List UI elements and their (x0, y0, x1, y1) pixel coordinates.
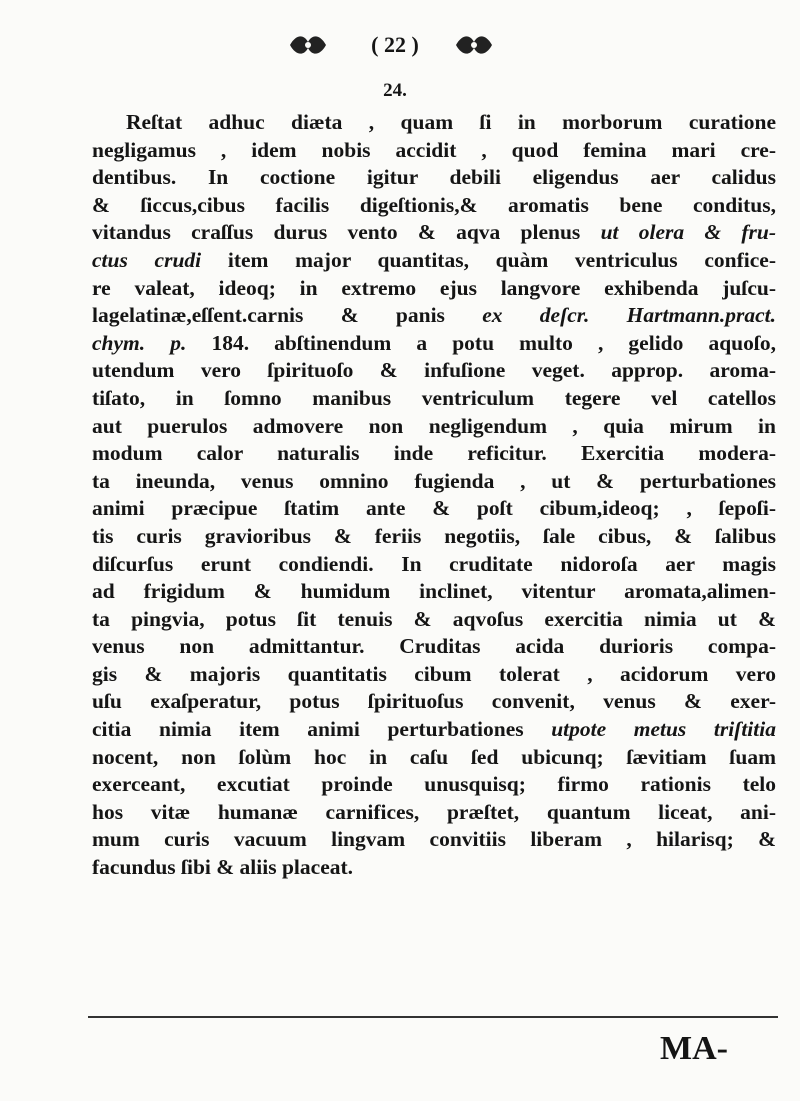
text-line: nocent, non ſolùm hoc in caſu ſed ubicunq; ſævitiam ſuam (92, 744, 776, 769)
text-line: & ſiccus,cibus facilis digeſtionis,& aromatis bene conditus, (92, 192, 776, 217)
text-run: vitandus craſſus durus vento & aqva plenus (92, 220, 601, 245)
text-run: citia nimia item animi perturbationes (92, 717, 552, 742)
text-line (92, 247, 776, 275)
text-run: 184. abſtinendum a potu multo , gelido aquoſo, (186, 330, 776, 355)
italic-run: utpote metus triſtitia (551, 717, 776, 742)
text-line: ad frigidum & humidum inclinet, vitentur aromata,alimen- (92, 579, 776, 604)
text-line: diſcurſus erunt condiendi. In cruditate nidoroſa aer magis (92, 551, 776, 576)
text-line: facundus ſibi & aliis placeat. (92, 855, 354, 880)
page-number: ( 22 ) (371, 32, 419, 57)
text-line: modum calor naturalis inde reficitur. Exercitia modera- (92, 441, 776, 466)
text-line: utendum vero ſpirituoſo & infuſione veget. approp. aroma- (92, 358, 776, 383)
text-line (92, 716, 776, 744)
text-line: Reſtat adhuc diæta , quam ſi in morborum curatione (126, 110, 776, 134)
text-line: re valeat, ideoq; in extremo ejus langvore exhibenda juſcu- (92, 275, 776, 300)
text-line: aut puerulos admovere non negligendum , quia mirum in (92, 413, 776, 438)
text-line: ta ineunda, venus omnino fugienda , ut & perturbationes (92, 468, 776, 493)
text-line: tiſato, in ſomno manibus ventriculum tegere vel catellos (92, 385, 776, 410)
text-line: mum curis vacuum lingvam convitiis liberam , hilarisq; & (92, 827, 776, 852)
text-run: item major quantitas, quàm ventriculus confice- (201, 247, 776, 272)
text-line: animi præcipue ſtatim ante & poſt cibum,ideoq; , ſepoſi- (92, 496, 776, 521)
text-line: hos vitæ humanæ carnifices, præſtet, quantum liceat, ani- (92, 799, 776, 824)
text-line: dentibus. In coctione igitur debili eligendus aer calidus (92, 165, 776, 190)
text-line: venus non admittantur. Cruditas acida durioris compa- (92, 634, 776, 659)
text-line: negligamus , idem nobis accidit , quod femina mari cre- (92, 137, 776, 162)
section-number: 24. (383, 80, 407, 101)
italic-run: ex deſcr. Hartmann.pract. (482, 303, 776, 328)
text-run: lagelatinæ,eſſent.carnis & panis (92, 303, 483, 328)
text-line (92, 219, 776, 247)
text-line (92, 330, 776, 358)
footer-rule (88, 1016, 778, 1018)
main-text (92, 109, 776, 882)
italic-run: ctus crudi (92, 247, 202, 272)
text-line: ta pingvia, potus ſit tenuis & aqvoſus exercitia nimia ut & (92, 606, 776, 631)
page-header (0, 24, 800, 68)
text-line: uſu exaſperatur, potus ſpirituoſus convenit, venus & exer- (92, 689, 776, 714)
text-line: tis curis gravioribus & feriis negotiis, ſale cibus, & ſalibus (92, 523, 776, 548)
text-line: exerceant, excutiat proinde unusquisq; firmo rationis telo (92, 772, 776, 797)
text-line: gis & majoris quantitatis cibum tolerat , acidorum vero (92, 661, 776, 686)
italic-run: chym. p. (92, 330, 187, 355)
italic-run: ut olera & fru- (600, 220, 776, 245)
catchword: MA- (660, 1030, 728, 1067)
text-line (92, 302, 776, 330)
fleuron-icon (454, 30, 494, 60)
fleuron-icon (288, 30, 328, 60)
